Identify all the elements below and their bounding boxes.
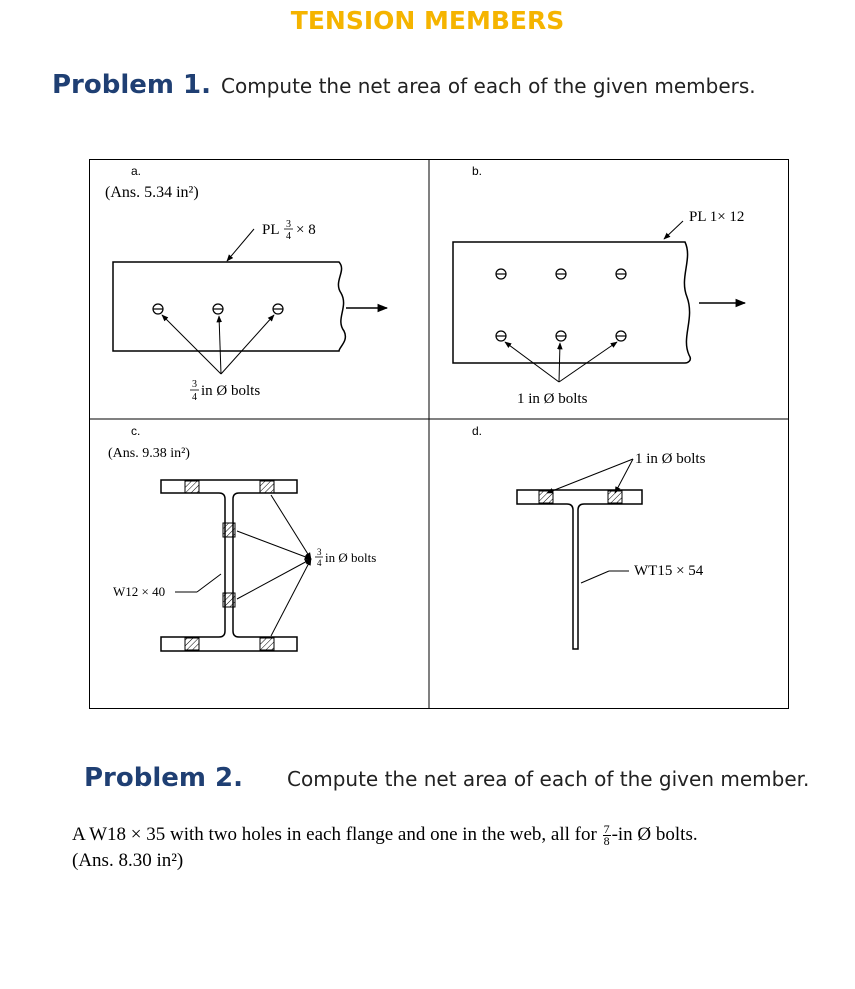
- figure-c: [108, 424, 376, 651]
- problem-2-fraction: [603, 824, 611, 847]
- figure-a-answer: (Ans. 5.34 in²): [105, 184, 199, 201]
- figure-a-bolt-frac-den: 4: [192, 392, 197, 403]
- figure-a-bolt: [273, 304, 283, 314]
- problem-2-line-1: [72, 822, 698, 848]
- figure-b-bolt: [496, 269, 506, 279]
- problem-1-label: Problem 1.: [52, 70, 212, 100]
- figure-a-bolt: [213, 304, 223, 314]
- figure-a-letter: a.: [131, 164, 142, 178]
- problem-2-label: Problem 2.: [84, 763, 244, 793]
- figure-a-plate: [113, 262, 345, 351]
- figure-a-bolt-text: in Ø bolts: [201, 383, 261, 399]
- page-title: TENSION MEMBERS: [290, 6, 565, 35]
- figure-b-bolt: [616, 269, 626, 279]
- figure-a-plate-frac-den: 4: [286, 231, 291, 242]
- figure-c-bolt-text: in Ø bolts: [325, 550, 377, 565]
- figure-c-bolt-frac-den: 4: [317, 558, 322, 568]
- figure-a-plate-prefix: PL: [262, 222, 280, 238]
- figure-c-bolt-frac-num: 3: [317, 547, 322, 557]
- figure-d: [472, 424, 706, 649]
- problem-2-text: Compute the net area of each of the given member.: [287, 767, 810, 791]
- figure-c-section-label: W12 × 40: [113, 584, 166, 599]
- problem-2-line-1-start: A W18 × 35 with two holes in each flange and one in the web, all for: [72, 824, 597, 845]
- figure-a: [105, 164, 387, 403]
- figure-b-bolt: [556, 331, 566, 341]
- figure-a-bolt: [153, 304, 163, 314]
- figure-b-plate: [453, 242, 690, 363]
- figure-b-bolt-text: 1 in Ø bolts: [517, 391, 588, 407]
- figure-b: [453, 164, 745, 407]
- problem-2-fraction-numerator: 7: [603, 822, 610, 837]
- figure-b-bolt: [556, 269, 566, 279]
- figure-a-plate-frac-num: 3: [286, 219, 291, 230]
- figure-c-letter: c.: [131, 424, 141, 438]
- problem-2-fraction-denominator: 8: [603, 834, 610, 849]
- problem-2-heading: [84, 763, 809, 793]
- figure-d-bolt-text: 1 in Ø bolts: [635, 451, 706, 467]
- problem-2-answer: (Ans. 8.30 in²): [72, 850, 184, 871]
- figure-grid-svg: [89, 159, 789, 709]
- figure-d-letter: d.: [472, 424, 483, 438]
- figure-b-letter: b.: [472, 164, 483, 178]
- figure-b-bolt: [496, 331, 506, 341]
- figure-a-plate-suffix: × 8: [296, 222, 316, 238]
- figure-a-bolt-frac-num: 3: [192, 379, 197, 390]
- problem-2-line-1-end: -in Ø bolts.: [611, 824, 698, 845]
- figure-b-bolt: [616, 331, 626, 341]
- problem-1-text: Compute the net area of each of the given members.: [221, 74, 756, 98]
- figure-c-answer: (Ans. 9.38 in²): [108, 446, 190, 461]
- figure-b-plate-label: PL 1× 12: [689, 209, 745, 225]
- problem-1-heading: [52, 70, 756, 100]
- figure-grid: [89, 159, 789, 709]
- figure-d-section-label: WT15 × 54: [634, 563, 704, 579]
- figure-d-tee-section: [517, 490, 642, 649]
- problem-2-body: [72, 822, 698, 874]
